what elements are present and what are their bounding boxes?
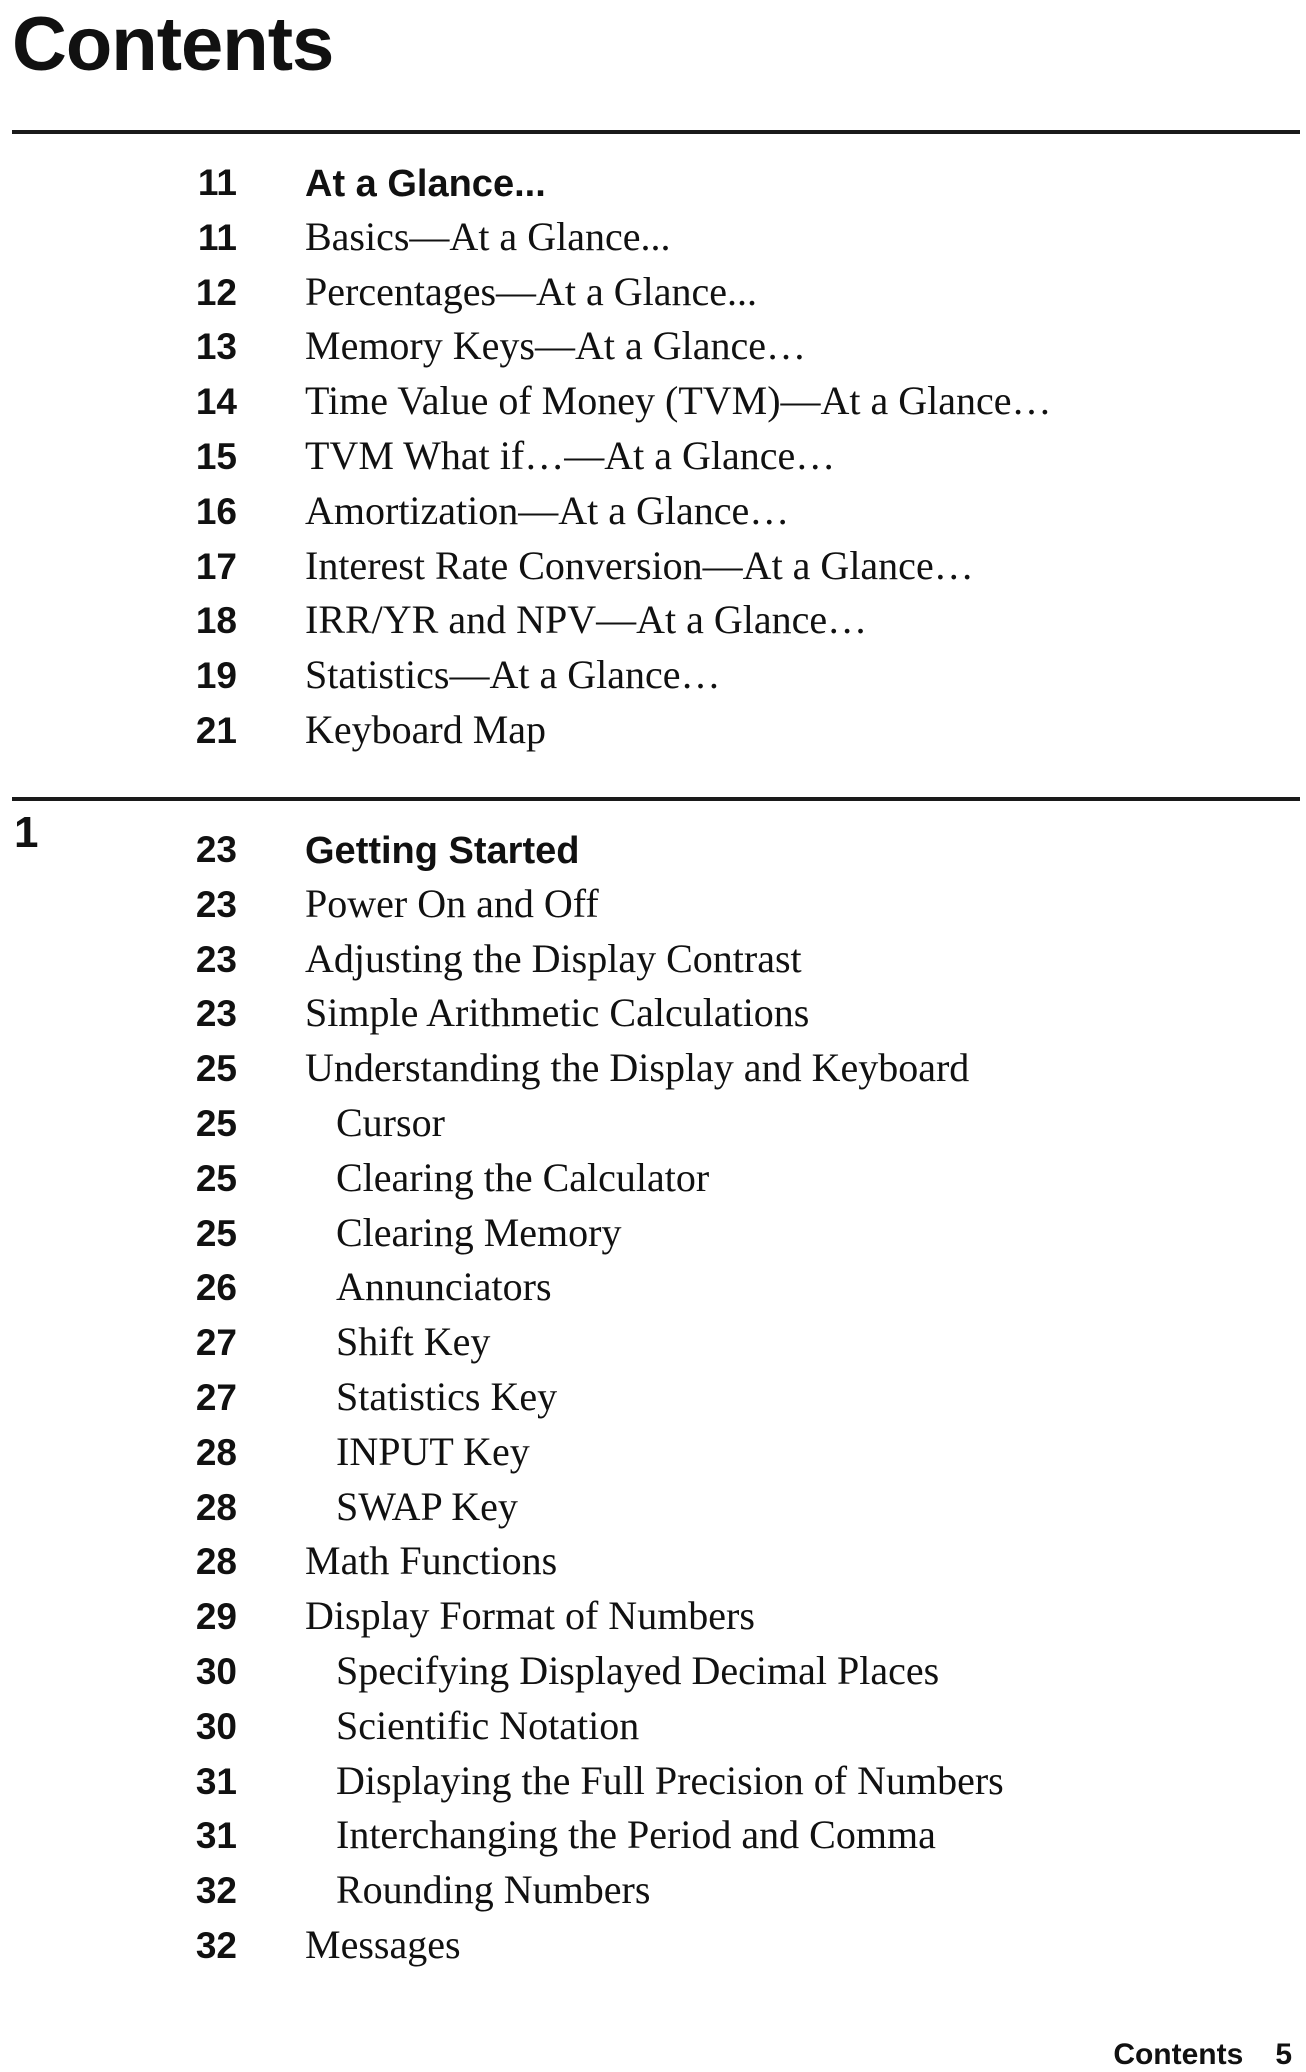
toc-entry-title: Statistics—At a Glance… bbox=[305, 652, 721, 698]
toc-section-getting-started bbox=[0, 822, 1306, 1973]
toc-page-number: 12 bbox=[195, 271, 237, 313]
toc-entry-title: Getting Started bbox=[305, 830, 580, 872]
toc-page-number: 30 bbox=[195, 1705, 237, 1747]
toc-entry[interactable] bbox=[0, 1808, 1306, 1863]
toc-section-at-a-glance bbox=[0, 155, 1306, 758]
toc-page-number: 28 bbox=[195, 1541, 237, 1583]
toc-page-number: 31 bbox=[195, 1760, 237, 1802]
toc-page-number: 25 bbox=[195, 1212, 237, 1254]
toc-entry-title: Memory Keys—At a Glance… bbox=[305, 323, 806, 369]
toc-entry[interactable] bbox=[0, 1480, 1306, 1535]
toc-entry[interactable] bbox=[0, 1918, 1306, 1973]
toc-entry-title: Amortization—At a Glance… bbox=[305, 487, 790, 533]
toc-entry[interactable] bbox=[0, 593, 1306, 648]
toc-entry-title: Rounding Numbers bbox=[336, 1867, 651, 1913]
toc-page-number: 28 bbox=[195, 1431, 237, 1473]
toc-page-number: 11 bbox=[197, 162, 237, 203]
toc-entry-title: Basics—At a Glance... bbox=[305, 213, 671, 259]
section-divider bbox=[12, 797, 1300, 801]
toc-entry-title: Clearing the Calculator bbox=[336, 1154, 710, 1200]
toc-entry[interactable] bbox=[0, 648, 1306, 703]
toc-entry[interactable] bbox=[0, 1699, 1306, 1754]
toc-page-number: 17 bbox=[195, 545, 237, 587]
toc-entry[interactable] bbox=[0, 1206, 1306, 1261]
toc-entry-title: Simple Arithmetic Calculations bbox=[305, 990, 810, 1036]
page-title: Contents bbox=[12, 2, 334, 87]
toc-entry[interactable] bbox=[0, 1096, 1306, 1151]
toc-entry[interactable] bbox=[0, 1589, 1306, 1644]
toc-page-number: 19 bbox=[195, 655, 237, 697]
toc-entry-title: INPUT Key bbox=[336, 1428, 530, 1474]
toc-page-number: 21 bbox=[195, 709, 237, 751]
toc-page-number: 18 bbox=[195, 600, 237, 642]
footer-label: Contents bbox=[1113, 2038, 1244, 2071]
toc-page-number: 25 bbox=[195, 1157, 237, 1199]
toc-entry-title: Display Format of Numbers bbox=[305, 1593, 755, 1639]
toc-entry[interactable] bbox=[0, 374, 1306, 429]
toc-entry[interactable] bbox=[0, 932, 1306, 987]
toc-entry-title: Interchanging the Period and Comma bbox=[336, 1812, 936, 1858]
toc-entry[interactable] bbox=[0, 1425, 1306, 1480]
toc-heading[interactable] bbox=[0, 155, 1306, 210]
toc-entry[interactable] bbox=[0, 1370, 1306, 1425]
toc-entry-title: IRR/YR and NPV—At a Glance… bbox=[305, 597, 868, 643]
toc-entry[interactable] bbox=[0, 210, 1306, 265]
toc-entry[interactable] bbox=[0, 539, 1306, 594]
toc-entry-title: Interest Rate Conversion—At a Glance… bbox=[305, 542, 974, 588]
toc-entry-title: Displaying the Full Precision of Numbers bbox=[336, 1757, 1004, 1803]
toc-entry-title: TVM What if…—At a Glance… bbox=[305, 432, 836, 478]
toc-entry[interactable] bbox=[0, 265, 1306, 320]
toc-page-number: 29 bbox=[195, 1596, 237, 1638]
toc-page-number: 27 bbox=[195, 1322, 237, 1364]
toc-entry-title: Keyboard Map bbox=[305, 706, 547, 752]
toc-entry[interactable] bbox=[0, 484, 1306, 539]
toc-entry-title: Percentages—At a Glance... bbox=[305, 268, 758, 314]
toc-entry-title: At a Glance... bbox=[305, 163, 546, 205]
toc-page-number: 15 bbox=[195, 435, 237, 477]
toc-entry-title: Messages bbox=[305, 1921, 461, 1967]
toc-page-number: 31 bbox=[195, 1815, 237, 1857]
toc-page-number: 23 bbox=[195, 938, 237, 980]
toc-entry-title: Adjusting the Display Contrast bbox=[305, 935, 802, 981]
toc-page-number: 30 bbox=[195, 1650, 237, 1692]
toc-entry-title: SWAP Key bbox=[336, 1483, 518, 1529]
toc-entry[interactable] bbox=[0, 1260, 1306, 1315]
toc-page-number: 11 bbox=[197, 216, 237, 258]
toc-entry-title: Shift Key bbox=[336, 1319, 491, 1365]
toc-page-number: 32 bbox=[195, 1870, 237, 1912]
toc-entry[interactable] bbox=[0, 1754, 1306, 1809]
toc-entry[interactable] bbox=[0, 429, 1306, 484]
toc-entry-title: Power On and Off bbox=[305, 880, 599, 926]
toc-entry[interactable] bbox=[0, 1863, 1306, 1918]
toc-entry[interactable] bbox=[0, 877, 1306, 932]
toc-heading[interactable] bbox=[0, 822, 1306, 877]
toc-entry-title: Math Functions bbox=[305, 1538, 558, 1584]
toc-page-number: 26 bbox=[195, 1267, 237, 1309]
toc-page-number: 16 bbox=[195, 490, 237, 532]
toc-entry[interactable] bbox=[0, 703, 1306, 758]
toc-entry-title: Cursor bbox=[336, 1099, 445, 1145]
toc-entry[interactable] bbox=[0, 1151, 1306, 1206]
toc-entry[interactable] bbox=[0, 1644, 1306, 1699]
toc-entry-title: Annunciators bbox=[336, 1264, 552, 1310]
toc-page-number: 23 bbox=[195, 993, 237, 1035]
toc-entry-title: Specifying Displayed Decimal Places bbox=[336, 1647, 940, 1693]
toc-entry[interactable] bbox=[0, 1534, 1306, 1589]
toc-entry-title: Time Value of Money (TVM)—At a Glance… bbox=[305, 378, 1052, 424]
toc-entry-title: Clearing Memory bbox=[336, 1209, 622, 1255]
footer-page-number: 5 bbox=[1275, 2038, 1292, 2071]
toc-entry-title: Statistics Key bbox=[336, 1373, 558, 1419]
toc-entry[interactable] bbox=[0, 1315, 1306, 1370]
page-footer bbox=[1113, 2038, 1292, 2072]
toc-page-number: 28 bbox=[195, 1486, 237, 1528]
toc-entry-title: Scientific Notation bbox=[336, 1702, 640, 1748]
toc-page-number: 25 bbox=[195, 1102, 237, 1144]
toc-page-number: 23 bbox=[195, 829, 237, 870]
toc-page-number: 25 bbox=[195, 1048, 237, 1090]
section-divider bbox=[12, 130, 1300, 134]
toc-entry[interactable] bbox=[0, 319, 1306, 374]
chapter-number: 1 bbox=[14, 808, 39, 857]
toc-page-number: 32 bbox=[195, 1924, 237, 1966]
toc-page-number: 27 bbox=[195, 1376, 237, 1418]
toc-page-number: 13 bbox=[195, 326, 237, 368]
toc-page-number: 23 bbox=[195, 883, 237, 925]
toc-entry-title: Understanding the Display and Keyboard bbox=[305, 1045, 970, 1091]
toc-page-number: 14 bbox=[195, 381, 237, 423]
toc-entry[interactable] bbox=[0, 986, 1306, 1041]
toc-entry[interactable] bbox=[0, 1041, 1306, 1096]
